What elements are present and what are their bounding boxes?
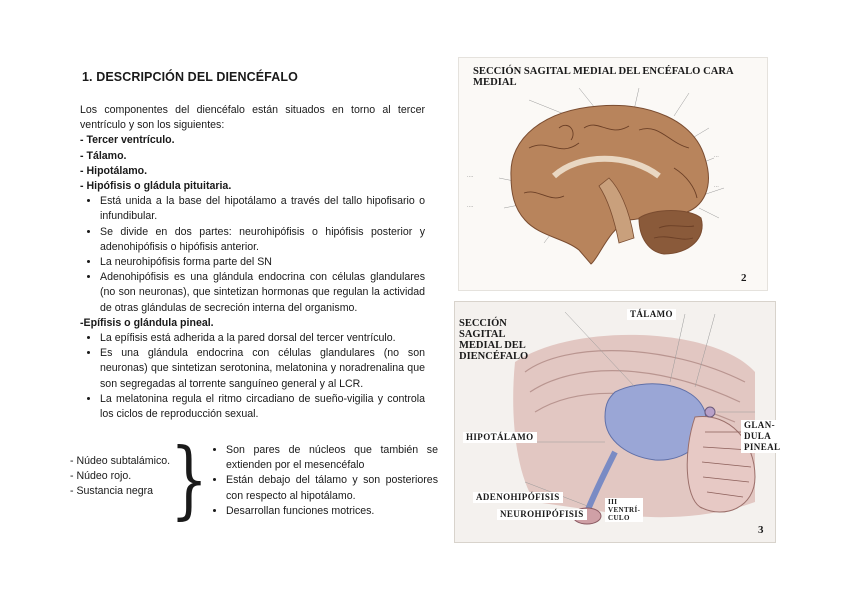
epifisis-list xyxy=(80,331,425,422)
figure-number: 3 xyxy=(758,524,764,536)
svg-text:···: ··· xyxy=(714,155,719,160)
curly-brace: } xyxy=(170,431,209,529)
list-item: • Son pares de núcleos que también se extienden por el mesencéfalo xyxy=(226,443,438,473)
section-heading: 1. DESCRIPCIÓN DEL DIENCÉFALO xyxy=(82,70,298,84)
figure-brain-sagittal xyxy=(459,58,767,290)
figure-diencephalon xyxy=(455,302,781,542)
label-neurohipofisis: NEUROHIPÓFISIS xyxy=(497,509,587,520)
nucleus-subtalamico: - Núdeo subtalámico. xyxy=(70,455,171,467)
figure-number: 2 xyxy=(741,272,747,284)
component-hipofisis: - Hipófisis o gládula pituitaria. xyxy=(80,180,232,193)
list-item: • Desarrollan funciones motrices. xyxy=(226,504,438,519)
list-item: • Es una glándula endocrina con células glandulares (no son neuronas) que sintetizan serotonina, melatonina y noradrenalina que son segregadas al torrente sanguíneo general y al LCR. xyxy=(100,346,425,392)
svg-text:····: ···· xyxy=(467,175,474,180)
svg-text:····: ···· xyxy=(467,205,474,210)
list-item: • La melatonina regula el ritmo circadiano de sueño-vigilia y controla los ciclos de reproducción sexual. xyxy=(100,392,425,422)
label-glandula-pineal: GLAN- DULA PINEAL xyxy=(741,420,783,453)
hipofisis-list xyxy=(80,194,425,316)
label-hipotalamo: HIPOTÁLAMO xyxy=(463,432,537,443)
svg-text:···: ··· xyxy=(714,185,719,190)
component-talamo: - Tálamo. xyxy=(80,149,127,162)
list-item: • Se divide en dos partes: neurohipófisis o hipófisis posterior y adenohipófisis o hipófisis anterior. xyxy=(100,225,425,255)
label-adenohipofisis: ADENOHIPÓFISIS xyxy=(473,492,563,503)
brain-illustration xyxy=(459,58,767,290)
label-talamo: TÁLAMO xyxy=(627,309,676,320)
list-item: • Adenohipófisis es una glándula endocrina con células glandulares (no son neuronas), que sintetizan hormonas que regulan la actividad de otras glándulas de secreción interna del organismo. xyxy=(100,270,425,316)
component-tercer-ventriculo: - Tercer ventrículo. xyxy=(80,134,175,147)
nucleus-sustancia-negra: - Sustancia negra xyxy=(70,485,154,498)
figure-title: SECCIÓN SAGITAL MEDIAL DEL ENCÉFALO CARA MEDIAL xyxy=(473,66,734,88)
nuclei-properties xyxy=(208,443,438,519)
list-item: • La neurohipófisis forma parte del SN xyxy=(100,255,425,270)
main-text xyxy=(80,103,425,422)
figure-title: SECCIÓN SAGITAL MEDIAL DEL DIENCÉFALO xyxy=(459,318,529,362)
list-item: • La epífisis está adherida a la pared dorsal del tercer ventrículo. xyxy=(100,331,425,346)
component-hipotalamo: - Hipotálamo. xyxy=(80,164,148,177)
intro-paragraph: Los componentes del diencéfalo están situados en torno al tercer ventrículo y son los siguientes: xyxy=(80,104,425,132)
list-item: • Está unida a la base del hipotálamo a través del tallo hipofisario o infundibular. xyxy=(100,194,425,224)
nuclei-list xyxy=(70,454,170,500)
component-epifisis: -Epífisis o glándula pineal. xyxy=(80,316,214,329)
label-tercer-ventriculo: III VENTRÍ- CULO xyxy=(605,498,643,522)
nucleus-rojo: - Núdeo rojo. xyxy=(70,470,132,483)
list-item: • Están debajo del tálamo y son posteriores con respecto al hipotálamo. xyxy=(226,473,438,503)
